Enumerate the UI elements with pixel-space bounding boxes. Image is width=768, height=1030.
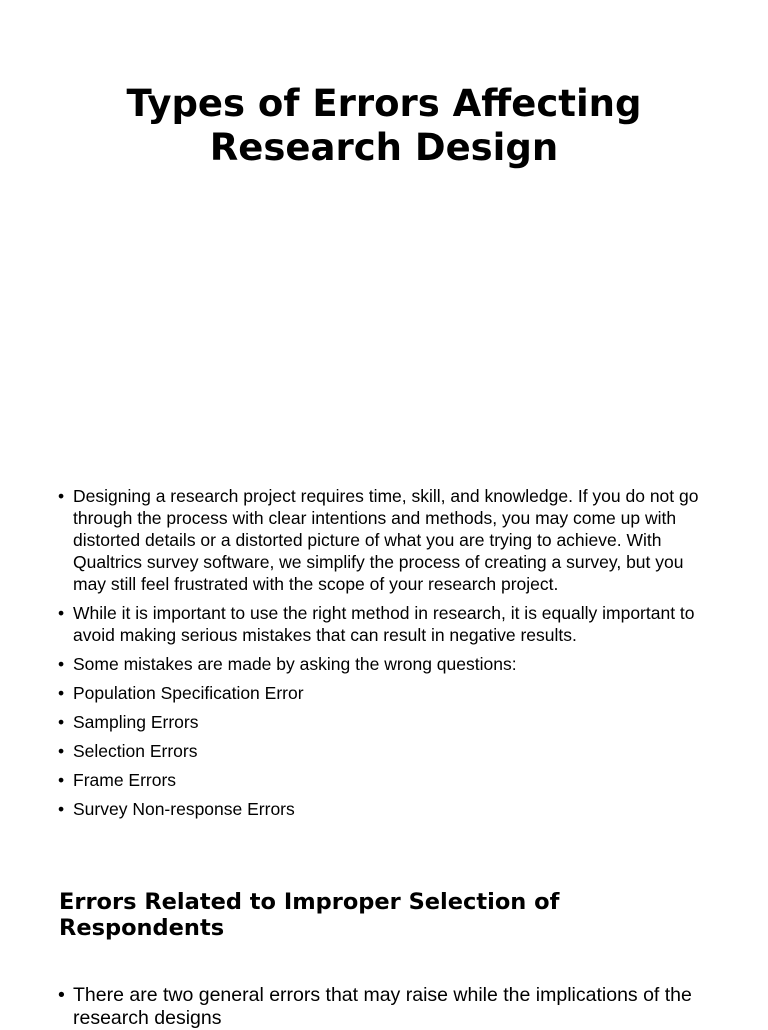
list-item — [58, 485, 718, 595]
list-item — [58, 653, 718, 675]
page-title — [0, 82, 768, 170]
section-bullet-list — [58, 984, 718, 1030]
bullet-icon: • — [58, 654, 65, 674]
list-item — [58, 984, 718, 1030]
list-item — [58, 711, 718, 733]
bullet-icon: • — [58, 741, 65, 761]
list-item-text: Population Specification Error — [73, 683, 304, 703]
list-item-text: Sampling Errors — [73, 712, 199, 732]
bullet-icon: • — [58, 770, 65, 790]
title-line-2: Research Design — [209, 126, 559, 169]
list-item — [58, 798, 718, 820]
list-item-text: Survey Non-response Errors — [73, 799, 295, 819]
title-line-1: Types of Errors Affecting — [126, 82, 642, 125]
list-item — [58, 740, 718, 762]
list-item-text: Selection Errors — [73, 741, 198, 761]
intro-bullet-list — [58, 485, 718, 827]
list-item-text: Some mistakes are made by asking the wrong questions: — [73, 654, 517, 674]
list-item — [58, 682, 718, 704]
bullet-icon: • — [58, 683, 65, 703]
list-item-text: Designing a research project requires time, skill, and knowledge. If you do not go through the process with clear intentions and methods, you may come up with distorted details or a distorted picture of what you are trying to achieve. With Qualtrics survey software, we simplify the process of creating a survey, but you may still feel frustrated with the scope of your research project. — [73, 486, 699, 594]
bullet-icon: • — [58, 712, 65, 732]
list-item-text: While it is important to use the right method in research, it is equally important to avoid making serious mistakes that can result in negative results. — [73, 603, 695, 645]
bullet-icon: • — [58, 486, 65, 506]
bullet-icon: • — [58, 984, 65, 1006]
bullet-icon: • — [58, 799, 65, 819]
section-heading: Errors Related to Improper Selection of Respondents — [59, 889, 560, 941]
list-item — [58, 602, 718, 646]
bullet-icon: • — [58, 603, 65, 623]
list-item-text: There are two general errors that may raise while the implications of the research designs — [73, 984, 692, 1029]
list-item — [58, 769, 718, 791]
list-item-text: Frame Errors — [73, 770, 177, 790]
